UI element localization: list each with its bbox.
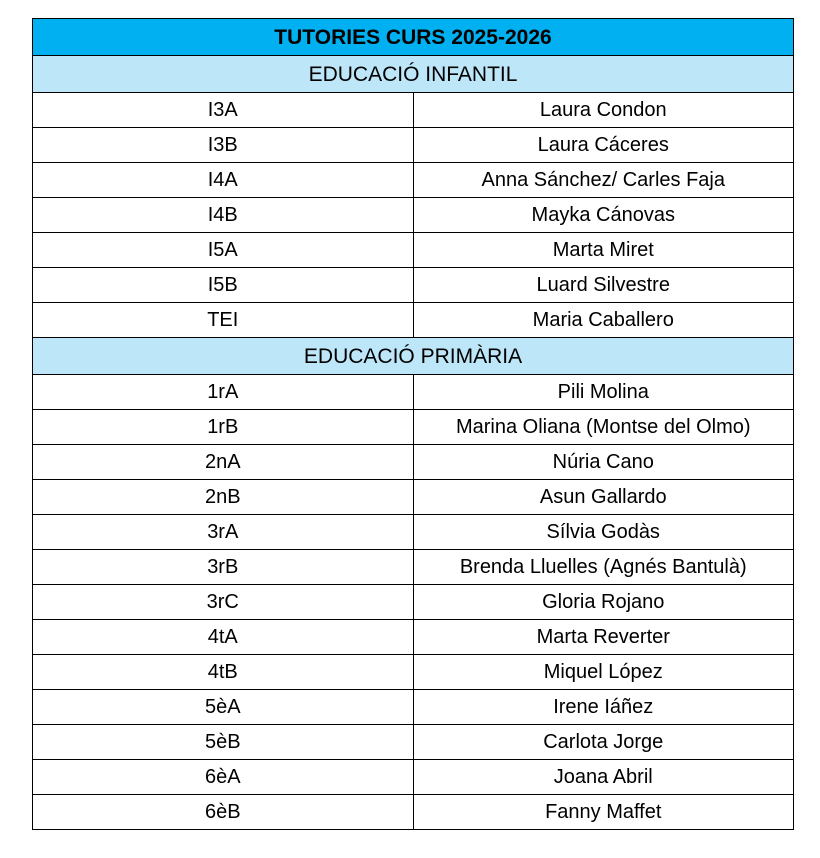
tutor-name: Luard Silvestre	[413, 268, 794, 303]
tutor-name: Miquel López	[413, 655, 794, 690]
group-code: 3rB	[33, 550, 414, 585]
tutor-name: Marta Reverter	[413, 620, 794, 655]
tutor-name: Joana Abril	[413, 760, 794, 795]
table-row	[33, 233, 794, 268]
tutories-table-body	[33, 19, 794, 830]
table-row	[33, 198, 794, 233]
table-row	[33, 480, 794, 515]
tutor-name: Carlota Jorge	[413, 725, 794, 760]
tutor-name: Brenda Lluelles (Agnés Bantulà)	[413, 550, 794, 585]
title-row	[33, 19, 794, 56]
section-header-primaria	[33, 338, 794, 375]
group-code: I5B	[33, 268, 414, 303]
group-code: 4tA	[33, 620, 414, 655]
group-code: 2nA	[33, 445, 414, 480]
table-row	[33, 585, 794, 620]
table-row	[33, 655, 794, 690]
tutor-name: Marina Oliana (Montse del Olmo)	[413, 410, 794, 445]
table-title: TUTORIES CURS 2025-2026	[33, 19, 794, 56]
table-row	[33, 690, 794, 725]
group-code: I3A	[33, 93, 414, 128]
table-row	[33, 515, 794, 550]
tutor-name: Maria Caballero	[413, 303, 794, 338]
table-row	[33, 128, 794, 163]
tutor-name: Sílvia Godàs	[413, 515, 794, 550]
group-code: 2nB	[33, 480, 414, 515]
table-row	[33, 445, 794, 480]
tutor-name: Laura Cáceres	[413, 128, 794, 163]
table-row	[33, 620, 794, 655]
table-row	[33, 375, 794, 410]
table-row	[33, 795, 794, 830]
group-code: 5èB	[33, 725, 414, 760]
section-heading: EDUCACIÓ PRIMÀRIA	[33, 338, 794, 375]
table-row	[33, 268, 794, 303]
table-row	[33, 725, 794, 760]
table-row	[33, 550, 794, 585]
tutor-name: Asun Gallardo	[413, 480, 794, 515]
group-code: 6èA	[33, 760, 414, 795]
tutor-name: Gloria Rojano	[413, 585, 794, 620]
tutor-name: Irene Iáñez	[413, 690, 794, 725]
tutor-name: Núria Cano	[413, 445, 794, 480]
table-row	[33, 760, 794, 795]
group-code: I4A	[33, 163, 414, 198]
section-heading: EDUCACIÓ INFANTIL	[33, 56, 794, 93]
group-code: 1rA	[33, 375, 414, 410]
tutor-name: Marta Miret	[413, 233, 794, 268]
tutor-name: Mayka Cánovas	[413, 198, 794, 233]
table-row	[33, 163, 794, 198]
group-code: I3B	[33, 128, 414, 163]
group-code: 3rC	[33, 585, 414, 620]
tutor-name: Fanny Maffet	[413, 795, 794, 830]
section-header-infantil	[33, 56, 794, 93]
group-code: I4B	[33, 198, 414, 233]
group-code: 4tB	[33, 655, 414, 690]
group-code: TEI	[33, 303, 414, 338]
table-row	[33, 410, 794, 445]
tutor-name: Anna Sánchez/ Carles Faja	[413, 163, 794, 198]
tutories-table	[32, 18, 794, 830]
group-code: 6èB	[33, 795, 414, 830]
group-code: 5èA	[33, 690, 414, 725]
table-row	[33, 93, 794, 128]
tutor-name: Pili Molina	[413, 375, 794, 410]
group-code: 3rA	[33, 515, 414, 550]
table-row	[33, 303, 794, 338]
group-code: 1rB	[33, 410, 414, 445]
tutor-name: Laura Condon	[413, 93, 794, 128]
group-code: I5A	[33, 233, 414, 268]
